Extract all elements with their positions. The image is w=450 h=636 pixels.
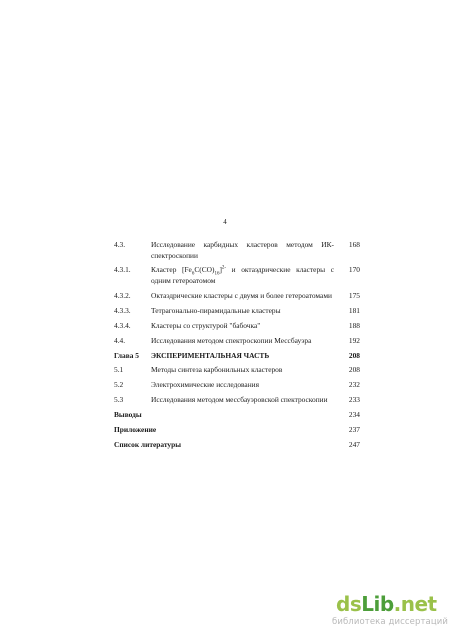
toc-row: [114, 351, 360, 362]
toc-row: [114, 380, 360, 391]
section-title: Тетрагонально-пирамидальные кластеры: [151, 305, 281, 315]
table-of-contents: [114, 240, 360, 455]
section-number: 4.4.: [114, 335, 126, 345]
logo-part: Lib: [361, 592, 394, 616]
subscript: 16: [214, 271, 220, 277]
page-ref: 170: [348, 265, 360, 275]
section-number: 5.3: [114, 395, 124, 405]
toc-row: [114, 365, 360, 376]
title-part: ]: [219, 265, 222, 275]
page-ref: 181: [348, 305, 360, 315]
toc-row: [114, 291, 360, 302]
section-number: 4.3.1.: [114, 265, 131, 275]
page-ref: 192: [348, 335, 360, 345]
section-number: 5.1: [114, 365, 124, 375]
toc-row: [114, 240, 360, 261]
section-number: 4.3.2.: [114, 290, 131, 300]
section-title: Методы синтеза карбонильных кластеров: [151, 365, 283, 375]
section-title: Выводы: [114, 410, 142, 420]
dslib-watermark: [332, 584, 448, 628]
toc-row: [114, 321, 360, 332]
chapter-number: Глава 5: [114, 350, 139, 360]
toc-row: [114, 410, 360, 421]
watermark-subtitle: библиотека диссертаций: [332, 617, 448, 627]
section-title: Октаэдрические кластеры с двумя и более гетероатомами: [151, 290, 332, 300]
toc-row: [114, 440, 360, 451]
section-title: Кластеры со структурой "бабочка": [151, 320, 261, 330]
dslib-logo: [336, 592, 437, 616]
page-ref: 208: [348, 365, 360, 375]
page-number: 4: [223, 218, 227, 226]
section-title: Приложение: [114, 424, 157, 434]
section-title: Электрохимические исследования: [151, 380, 260, 390]
toc-row: [114, 395, 360, 406]
section-title: Список литературы: [114, 439, 181, 449]
page-ref: 234: [348, 410, 360, 420]
page-ref: 233: [348, 395, 360, 405]
section-title: Исследование карбидных кластеров методом ИК-спектроскопии: [151, 240, 334, 260]
page-ref: 208: [348, 350, 360, 360]
title-part: и октаэдрические кластеры с одним гетероатомом: [151, 265, 334, 286]
title-part: C(CO): [194, 265, 215, 275]
page-ref: 188: [348, 320, 360, 330]
page-ref: 168: [348, 240, 360, 249]
logo-part: .net: [393, 592, 437, 616]
chapter-title: ЭКСПЕРИМЕНТАЛЬНАЯ ЧАСТЬ: [151, 350, 270, 360]
section-number: 4.3.: [114, 240, 126, 249]
page-ref: 232: [348, 380, 360, 390]
section-title: Исследования методом спектроскопии Мессбауэра: [151, 335, 312, 345]
toc-row: [114, 306, 360, 317]
section-title: Исследования методом мессбауэровской спектроскопии: [151, 395, 328, 405]
superscript: 2-: [221, 266, 227, 272]
section-number: 4.3.3.: [114, 305, 131, 315]
title-part: Кластер [Fe: [151, 265, 192, 275]
subscript: 6: [191, 271, 195, 277]
toc-row: [114, 425, 360, 436]
section-title: [151, 265, 340, 286]
toc-row: [114, 265, 360, 286]
page-ref: 237: [348, 424, 360, 434]
section-number: 4.3.4.: [114, 320, 131, 330]
page-ref: 175: [348, 290, 360, 300]
toc-row: [114, 336, 360, 347]
section-number: 5.2: [114, 380, 124, 390]
page-ref: 247: [348, 439, 360, 449]
logo-part: ds: [336, 592, 362, 616]
